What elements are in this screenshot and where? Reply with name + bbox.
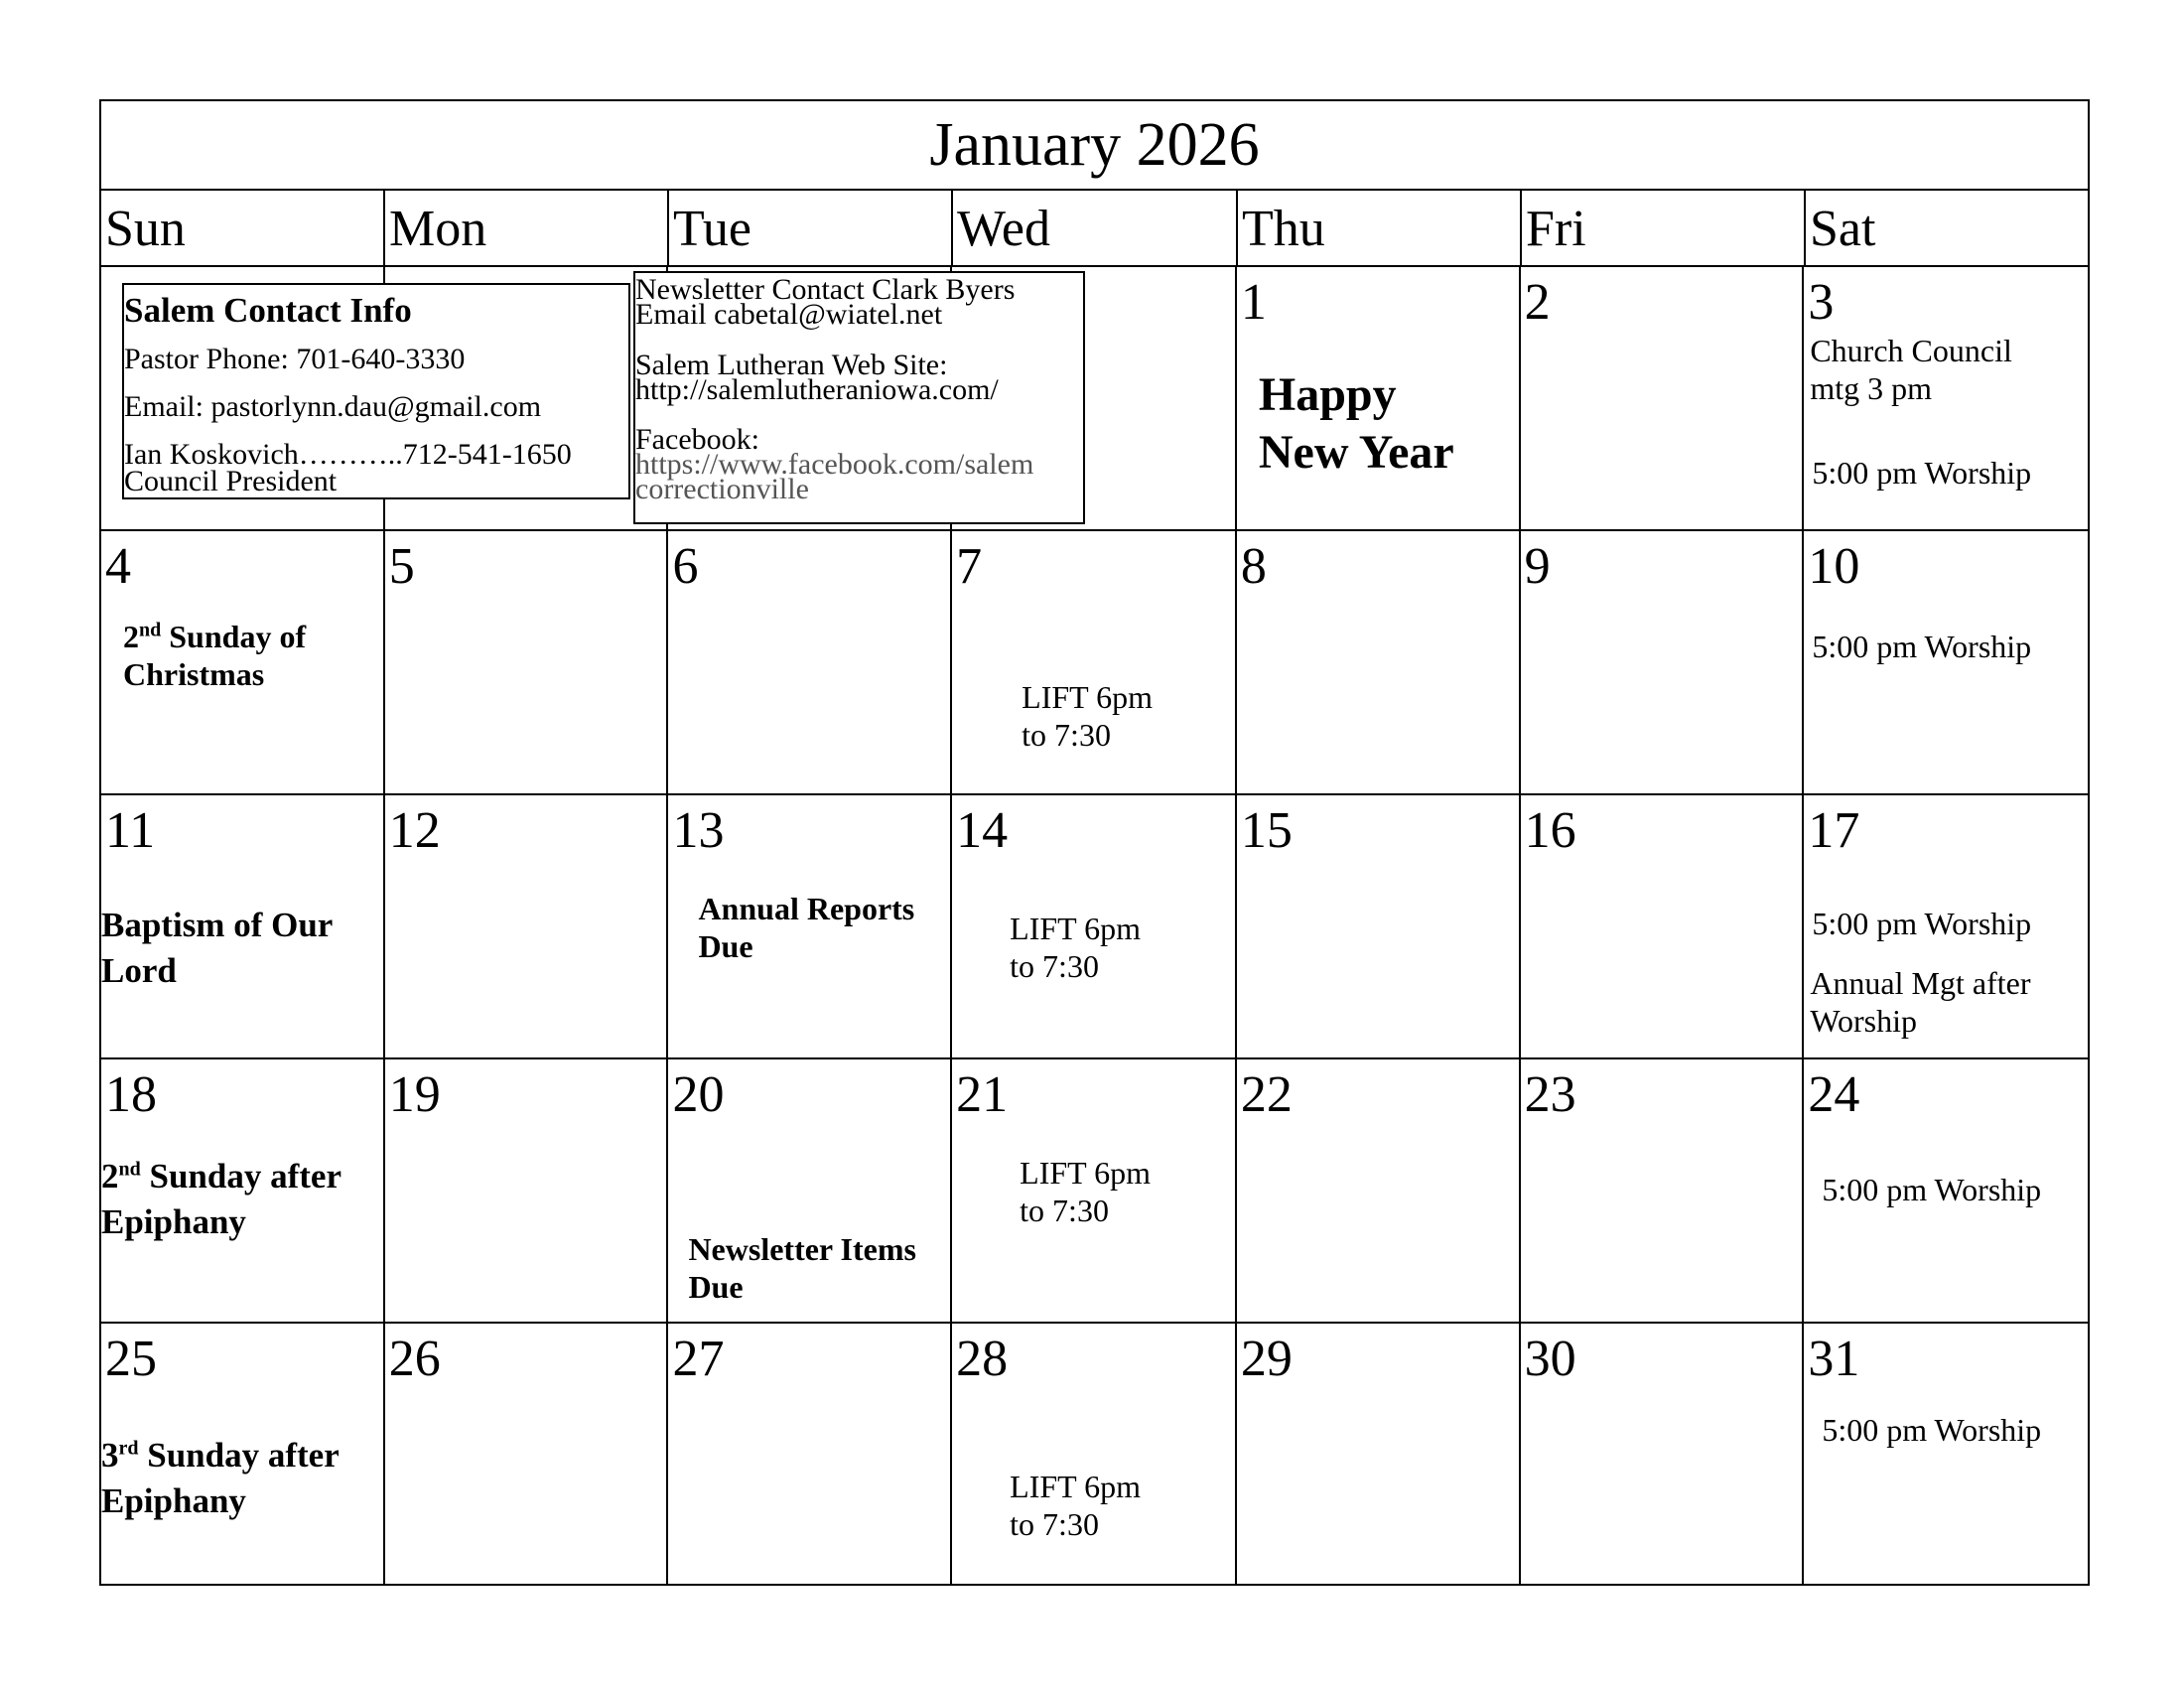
website-label: Salem Lutheran Web Site:	[635, 349, 948, 381]
day-number: 2	[1524, 274, 1551, 331]
event-newsletter-items-due: Newsletter Items Due	[688, 1231, 916, 1305]
day-cell	[952, 1059, 1237, 1322]
day-cell	[385, 1324, 669, 1586]
event-lift: LIFT 6pm to 7:30	[1020, 1155, 1152, 1228]
day-cell	[668, 531, 952, 793]
day-number: 8	[1240, 538, 1267, 595]
day-cell	[668, 795, 952, 1057]
event-lift: LIFT 6pm to 7:30	[1010, 1469, 1142, 1542]
day-cell	[952, 531, 1237, 793]
day-number: 12	[388, 802, 441, 859]
council-president-contact: Ian Koskovich………..712-541-1650	[124, 438, 572, 471]
event-happy-new-year: Happy New Year	[1258, 368, 1454, 479]
week-row	[101, 795, 2088, 1059]
day-number: 25	[105, 1331, 157, 1387]
event-annual-reports-due: Annual Reports Due	[698, 891, 915, 964]
day-cell	[101, 1059, 385, 1322]
event-sunday-of-christmas: 2nd Sunday of Christmas	[123, 619, 307, 692]
day-cell	[1521, 267, 1805, 529]
pastor-email: Email: pastorlynn.dau@gmail.com	[124, 390, 542, 423]
event-lift: LIFT 6pm to 7:30	[1022, 679, 1154, 753]
week-row	[101, 1324, 2088, 1586]
day-cell	[1804, 1059, 2088, 1322]
day-cell	[101, 795, 385, 1057]
day-number: 16	[1524, 802, 1576, 859]
day-number: 6	[672, 538, 699, 595]
day-cell	[1237, 1059, 1521, 1322]
day-cell	[1237, 531, 1521, 793]
day-cell	[1804, 795, 2088, 1057]
event-3rd-sunday-after-epiphany: 3rd Sunday after Epiphany	[101, 1436, 340, 1520]
day-cell	[1237, 267, 1521, 529]
day-number: 14	[956, 802, 1009, 859]
day-number: 10	[1808, 538, 1860, 595]
dow-thu: Thu	[1238, 191, 1522, 265]
council-president-title: Council President	[124, 465, 338, 497]
event-baptism-of-our-lord: Baptism of Our Lord	[101, 906, 334, 990]
day-number: 27	[672, 1331, 725, 1387]
event-worship: 5:00 pm Worship	[1812, 455, 2032, 491]
facebook-url-continued[interactable]: correctionville	[635, 473, 809, 505]
day-of-week-header	[101, 191, 2088, 267]
newsletter-email: Email cabetal@wiatel.net	[635, 298, 943, 331]
dow-mon: Mon	[385, 191, 669, 265]
dow-sat: Sat	[1810, 201, 1876, 257]
contact-heading: Salem Contact Info	[124, 291, 412, 330]
day-number: 11	[105, 802, 156, 859]
event-church-council: Church Council mtg 3 pm	[1810, 333, 2012, 406]
event-annual-meeting: Annual Mgt after Worship	[1810, 965, 2031, 1039]
day-cell	[668, 1324, 952, 1586]
day-number: 26	[388, 1331, 441, 1387]
event-worship: 5:00 pm Worship	[1812, 906, 2032, 941]
day-cell	[385, 1059, 669, 1322]
day-number: 30	[1524, 1331, 1576, 1387]
day-cell	[1521, 795, 1805, 1057]
facebook-url[interactable]: https://www.facebook.com/salem	[635, 448, 1034, 481]
newsletter-contact: Newsletter Contact Clark Byers	[635, 273, 1016, 306]
day-cell	[668, 1059, 952, 1322]
day-cell	[1521, 531, 1805, 793]
event-worship: 5:00 pm Worship	[1822, 1412, 2042, 1448]
event-worship: 5:00 pm Worship	[1822, 1172, 2042, 1207]
day-number: 7	[956, 538, 983, 595]
day-number: 21	[956, 1066, 1009, 1123]
day-cell	[952, 795, 1237, 1057]
day-cell	[952, 1324, 1237, 1586]
week-row	[101, 531, 2088, 795]
dow-sun: Sun	[101, 191, 385, 265]
day-number: 20	[672, 1066, 725, 1123]
dow-fri: Fri	[1522, 191, 1806, 265]
day-cell	[101, 531, 385, 793]
day-number: 17	[1808, 802, 1860, 859]
website-url[interactable]: http://salemlutheraniowa.com/	[635, 373, 999, 406]
pastor-phone: Pastor Phone: 701-640-3330	[124, 343, 466, 375]
day-cell	[385, 531, 669, 793]
calendar-title: January 2026	[101, 101, 2088, 191]
day-number: 24	[1808, 1066, 1860, 1123]
day-number: 29	[1240, 1331, 1293, 1387]
day-number: 22	[1240, 1066, 1293, 1123]
event-lift: LIFT 6pm to 7:30	[1010, 911, 1142, 984]
day-number: 13	[672, 802, 725, 859]
newsletter-info-box	[633, 271, 1085, 524]
facebook-label: Facebook:	[635, 423, 759, 456]
day-number: 3	[1808, 274, 1835, 331]
day-cell	[1804, 1324, 2088, 1586]
day-number: 4	[105, 538, 131, 595]
day-cell	[1237, 1324, 1521, 1586]
day-number: 18	[105, 1066, 157, 1123]
day-number: 31	[1808, 1331, 1860, 1387]
day-number: 5	[388, 538, 415, 595]
event-2nd-sunday-after-epiphany: 2nd Sunday after Epiphany	[101, 1157, 341, 1241]
day-cell	[1521, 1059, 1805, 1322]
week-row	[101, 1059, 2088, 1324]
day-cell	[101, 1324, 385, 1586]
day-number: 1	[1240, 274, 1267, 331]
day-cell	[1521, 1324, 1805, 1586]
day-cell	[1237, 795, 1521, 1057]
event-worship: 5:00 pm Worship	[1812, 629, 2032, 664]
day-number: 28	[956, 1331, 1009, 1387]
day-number: 23	[1524, 1066, 1576, 1123]
dow-wed: Wed	[953, 191, 1238, 265]
day-number: 19	[388, 1066, 441, 1123]
contact-info-box	[122, 283, 630, 499]
day-cell	[1804, 267, 2088, 529]
day-cell	[1804, 531, 2088, 793]
dow-tue: Tue	[669, 191, 953, 265]
day-number: 15	[1240, 802, 1293, 859]
day-number: 9	[1524, 538, 1551, 595]
day-cell	[385, 795, 669, 1057]
